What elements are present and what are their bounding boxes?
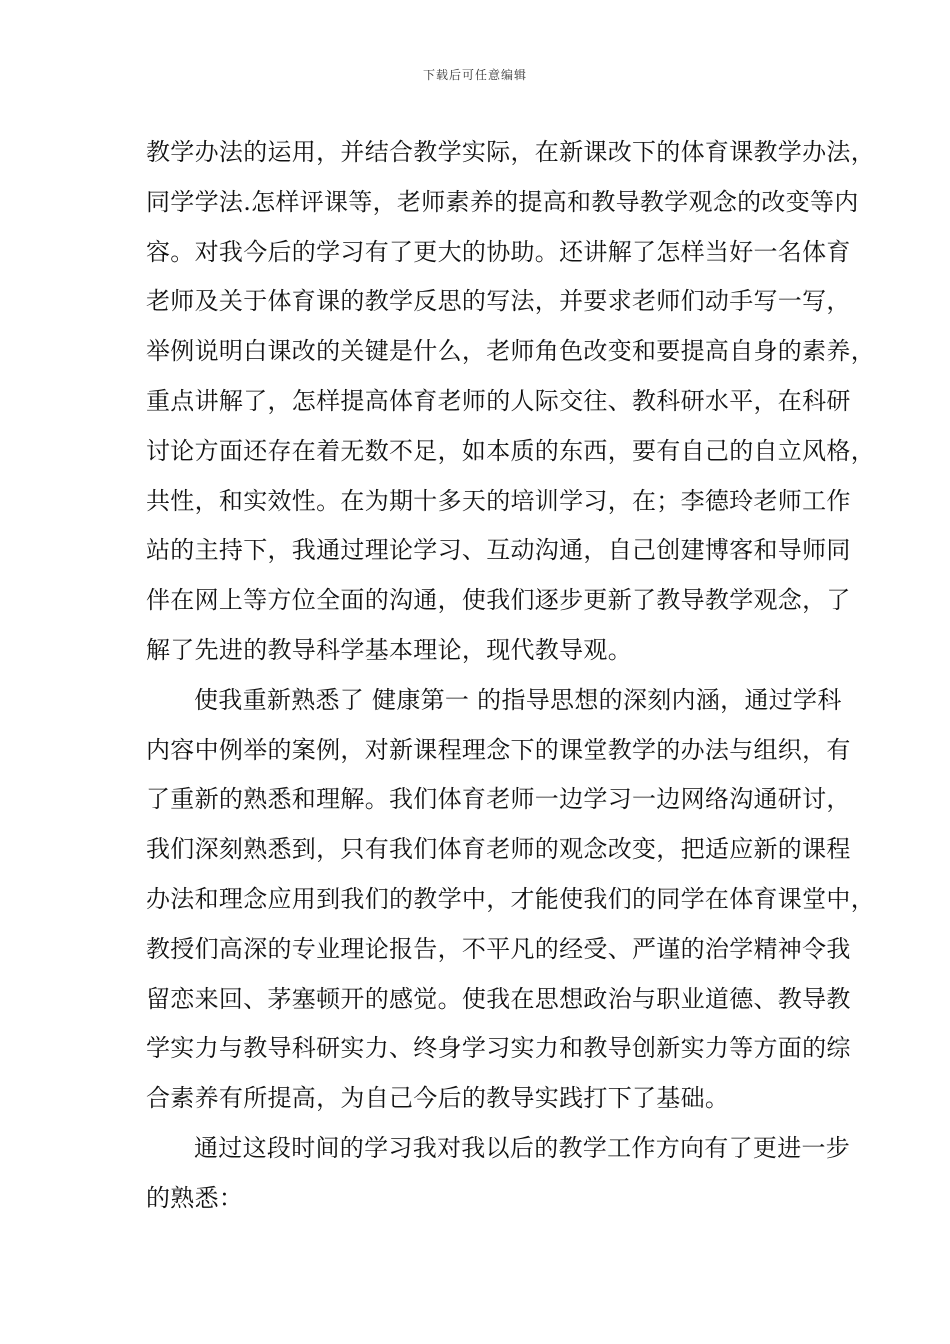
text-line: 讨论方面还存在着无数不足，如本质的东西，要有自己的自立风格， [146,436,875,465]
text-line: 容。对我今后的学习有了更大的协助。还讲解了怎样当好一名体育 [146,237,851,266]
text-line: 重点讲解了，怎样提高体育老师的人际交往、教科研水平，在科研 [146,386,851,415]
paragraph-first-line: 使我重新熟悉了 健康第一 的指导思想的深刻内涵，通过学科 [194,685,842,714]
text-line: 我们深刻熟悉到，只有我们体育老师的观念改变，把适应新的课程 [146,835,851,864]
page-header: 下载后可任意编辑 [422,68,527,82]
paragraph-first-line: 通过这段时间的学习我对我以后的教学工作方向有了更进一步 [194,1133,851,1162]
text-line: 老师及关于体育课的教学反思的写法，并要求老师们动手写一写， [146,287,851,316]
text-line: 同学学法.怎样评课等，老师素养的提高和教导教学观念的改变等内 [146,187,859,216]
text-line: 的熟悉： [146,1183,244,1212]
text-line: 教学办法的运用，并结合教学实际，在新课改下的体育课教学办法， [146,138,875,166]
text-line: 内容中例举的案例，对新课程理念下的课堂教学的办法与组织，有 [146,735,851,764]
text-line: 站的主持下，我通过理论学习、互动沟通，自己创建博客和导师同 [146,536,851,565]
text-line: 办法和理念应用到我们的教学中，才能使我们的同学在体育课堂中， [146,884,875,913]
text-line: 解了先进的教导科学基本理论，现代教导观。 [146,635,632,664]
text-line: 共性，和实效性。在为期十多天的培训学习，在；李德玲老师工作 [146,486,851,515]
text-line: 合素养有所提高，为自己今后的教导实践打下了基础。 [146,1084,730,1113]
document-body [146,128,875,1224]
text-line: 学实力与教导科研实力、终身学习实力和教导创新实力等方面的综 [146,1034,851,1063]
text-line: 了重新的熟悉和理解。我们体育老师一边学习一边网络沟通研讨， [146,785,851,814]
text-line: 伴在网上等方位全面的沟通，使我们逐步更新了教导教学观念，了 [146,586,851,615]
text-line: 教授们高深的专业理论报告，不平凡的经受、严谨的治学精神令我 [146,934,851,963]
text-line: 留恋来回、茅塞顿开的感觉。使我在思想政治与职业道德、教导教 [146,984,851,1013]
text-line: 举例说明白课改的关键是什么，老师角色改变和要提高自身的素养， [146,337,875,366]
